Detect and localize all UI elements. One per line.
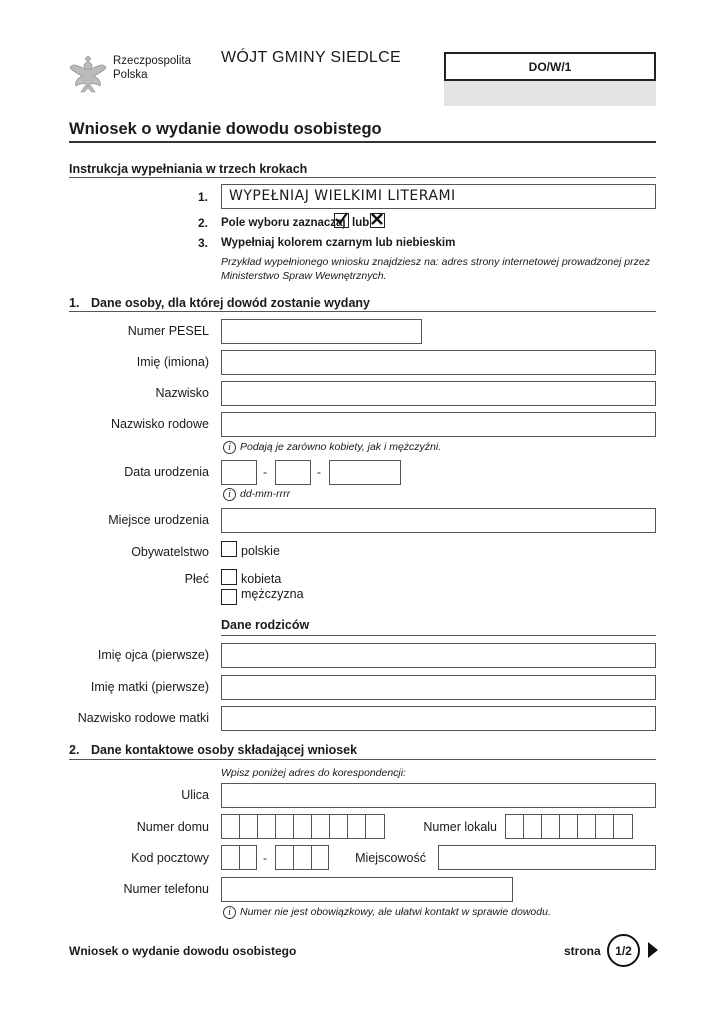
postal-code-part2-field[interactable]: [275, 845, 329, 870]
section1-heading: Dane osoby, dla której dowód zostanie wydany: [91, 296, 370, 310]
step3-text: Wypełniaj kolorem czarnym lub niebieskim: [221, 237, 456, 249]
phone-hint: Numer nie jest obowiązkowy, ale ułatwi kontakt w sprawie dowodu.: [240, 906, 551, 918]
section2-number: 2.: [69, 743, 80, 757]
authority-name: WÓJT GMINY SIEDLCE: [221, 49, 401, 66]
birth-date-hint: dd-mm-rrrr: [240, 488, 291, 500]
info-icon: i: [223, 906, 236, 919]
postal-code-label: Kod pocztowy: [131, 851, 209, 865]
country-name-line1: Rzeczpospolita: [113, 55, 191, 67]
street-label: Ulica: [181, 788, 209, 802]
parents-rule: [221, 635, 656, 636]
step2-text: Pole wyboru zaznaczaj: [221, 217, 346, 229]
city-field[interactable]: [438, 845, 656, 870]
birth-place-label: Miejsce urodzenia: [108, 513, 209, 527]
step2-or: lub: [352, 217, 370, 229]
father-name-field[interactable]: [221, 643, 656, 668]
city-label: Miejscowość: [355, 851, 426, 865]
instructions-heading: Instrukcja wypełniania w trzech krokach: [69, 162, 308, 176]
page-label: strona: [564, 944, 601, 958]
page-number: 1/2: [615, 944, 632, 958]
birth-month-field[interactable]: [275, 460, 311, 485]
family-name-field[interactable]: [221, 412, 656, 437]
step2-number: 2.: [198, 216, 209, 230]
date-separator: -: [317, 465, 321, 479]
sex-female-label: kobieta: [241, 572, 282, 586]
date-separator: -: [263, 465, 267, 479]
citizenship-option-label: polskie: [241, 544, 280, 558]
section1-rule: [69, 311, 656, 312]
house-number-label: Numer domu: [136, 820, 209, 834]
flat-number-label: Numer lokalu: [423, 820, 497, 834]
flat-number-field[interactable]: [505, 814, 633, 839]
birth-day-field[interactable]: [221, 460, 257, 485]
mother-family-name-label: Nazwisko rodowe matki: [77, 711, 209, 725]
surname-field[interactable]: [221, 381, 656, 406]
birth-place-field[interactable]: [221, 508, 656, 533]
section2-heading: Dane kontaktowe osoby składającej wniosek: [91, 743, 358, 757]
mother-name-label: Imię matki (pierwsze): [90, 680, 209, 694]
instructions-rule: [69, 177, 656, 178]
next-page-arrow-icon[interactable]: [648, 942, 658, 958]
sex-label: Płeć: [184, 572, 209, 586]
cross-example-icon: [370, 213, 385, 228]
first-name-field[interactable]: [221, 350, 656, 375]
sex-male-label: mężczyzna: [241, 587, 304, 601]
page-title: Wniosek o wydanie dowodu osobistego: [69, 120, 382, 138]
phone-field[interactable]: [221, 877, 513, 902]
section2-rule: [69, 759, 656, 760]
citizenship-checkbox[interactable]: [221, 541, 237, 557]
postal-code-part1-field[interactable]: [221, 845, 257, 870]
surname-label: Nazwisko: [155, 386, 209, 400]
parents-heading: Dane rodziców: [221, 618, 310, 632]
country-name-line2: Polska: [113, 69, 148, 81]
street-field[interactable]: [221, 783, 656, 808]
example-note-line2: Ministerstwo Spraw Wewnętrznych.: [221, 270, 387, 282]
father-name-label: Imię ojca (pierwsze): [97, 648, 209, 662]
sex-female-checkbox[interactable]: [221, 569, 237, 585]
eagle-emblem-icon: [68, 52, 108, 94]
mother-family-name-field[interactable]: [221, 706, 656, 731]
step1-number: 1.: [198, 190, 209, 204]
example-note-line1: Przykład wypełnionego wniosku znajdziesz na: adres strony internetowej prowadzonej przez: [221, 256, 650, 268]
birth-date-label: Data urodzenia: [124, 465, 209, 479]
step1-text: WYPEŁNIAJ WIELKIMI LITERAMI: [229, 188, 456, 204]
birth-year-field[interactable]: [329, 460, 401, 485]
pesel-label: Numer PESEL: [127, 324, 209, 338]
section1-number: 1.: [69, 296, 80, 310]
postal-separator: -: [263, 851, 267, 865]
address-hint: Wpisz poniżej adres do korespondencji:: [221, 767, 407, 779]
title-rule: [69, 141, 656, 143]
house-number-field[interactable]: [221, 814, 385, 839]
mother-name-field[interactable]: [221, 675, 656, 700]
checkmark-example-icon: [334, 213, 349, 228]
pesel-field[interactable]: [221, 319, 422, 344]
info-icon: i: [223, 488, 236, 501]
first-name-label: Imię (imiona): [136, 355, 209, 369]
info-icon: i: [223, 441, 236, 454]
step3-number: 3.: [198, 236, 209, 250]
form-code: DO/W/1: [528, 60, 572, 74]
sex-male-checkbox[interactable]: [221, 589, 237, 605]
footer-title: Wniosek o wydanie dowodu osobistego: [69, 944, 297, 958]
phone-label: Numer telefonu: [123, 882, 209, 896]
family-name-hint: Podają je zarówno kobiety, jak i mężczyźni.: [240, 441, 442, 453]
citizenship-label: Obywatelstwo: [131, 545, 209, 559]
family-name-label: Nazwisko rodowe: [111, 417, 209, 431]
